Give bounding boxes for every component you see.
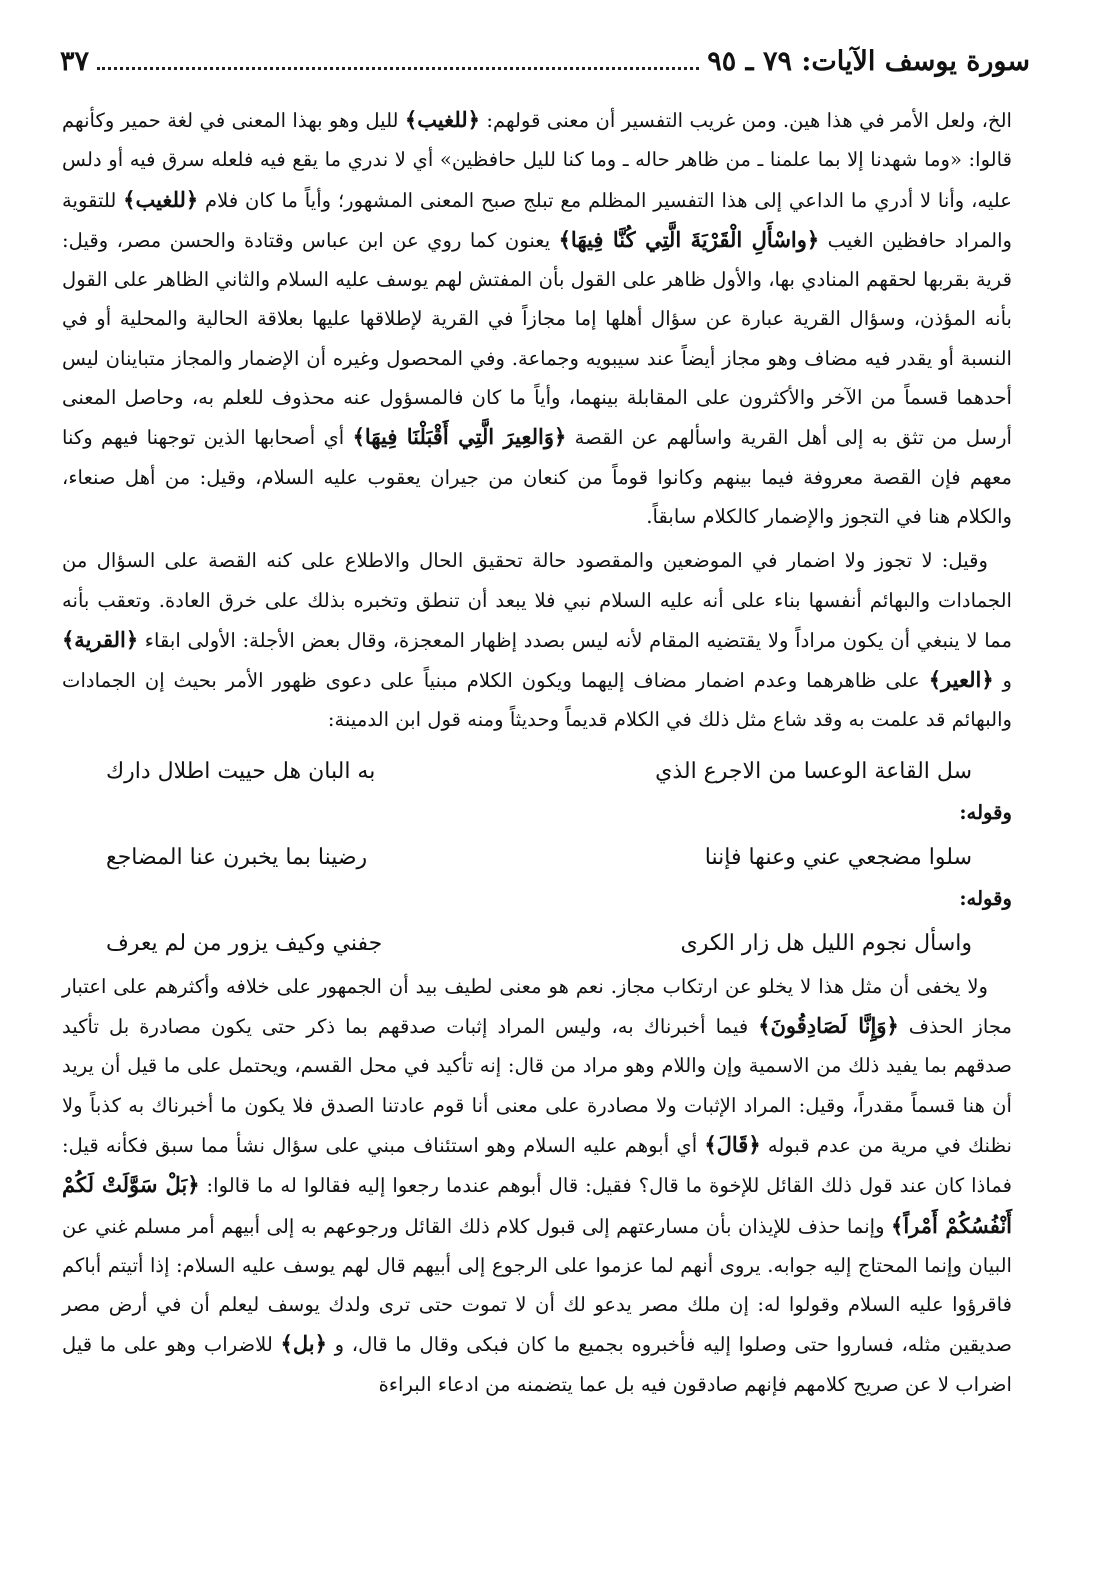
quran-quote: ﴿قَالَ﴾ [704,1131,761,1157]
verse-second-hemistich: جفني وكيف يزور من لم يعرف [106,930,383,956]
poetry-block [62,745,1012,967]
quran-quote: ﴿للغيب﴾ [123,186,199,212]
page-body [62,100,1012,1409]
paragraph-text: أي أصحابها الذين توجهنا فيهم وكنا معهم فإن القصة معروفة فيما بينهم وكانوا قوماً من كنعان من جيران يعقوب عليه السلام، وقيل: من أهل صنعاء، والكلام هنا في التجوز والإضمار كالكلام سابقاً. [62,426,1012,528]
page-number: ٣٧ [60,46,90,77]
quran-quote: ﴿العير﴾ [928,667,994,693]
verse-line [62,745,1012,795]
paragraph-1 [62,100,1012,536]
quran-quote: ﴿للغيب﴾ [404,107,480,132]
verse-intro: وقوله: [959,886,1012,910]
paragraph-text: ولا يخفى أن مثل هذا لا يخلو عن ارتكاب مجاز. نعم هو معنى لطيف بيد أن الجمهور على خلافه وأكثرهم على اعتبار مجاز الحذف [62,974,1012,1039]
paragraph-text: فيما أخبرناك به، وليس المراد إثبات صدقهم بما ذكر حتى يكون مصادرة بل تأكيد صدقهم بما يفيد ذلك من الاسمية وإن واللام وهو مراد من قال: إنه تأكيد في محل القسم، ويحتمل على ما قيل أن يريد أن هنا قسماً مقدراً، وقيل: المراد الإثبات ولا مصادرة على معنى أنا قوم عادتنا الصدق فلا يكون ما أخبرناك به كذباً ولا نظنك في مرية من عدم قبوله [62,1015,1012,1157]
dotted-leader [97,47,699,70]
quran-quote: ﴿وَالعِيرَ الَّتِي أَقْبَلْنَا فِيهَا﴾ [352,424,567,450]
paragraph-text: للتقوية والمراد حافظين الغيب [62,188,1012,252]
verse-first-hemistich: واسأل نجوم الليل هل زار الكرى [680,930,972,956]
quran-quote: ﴿واسْأَلِ الْقَرْيَةَ الَّتِي كُنَّا فِيهَا﴾ [558,226,820,252]
paragraph-text: لليل وهو بهذا المعنى في لغة حمير وكأنهم قالوا: «وما شهدنا إلا بما علمنا ـ من ظاهر حاله ـ وما كنا لليل حافظين» أي لا ندري ما يقع فيه فلعله سرق فيه أو دلس عليه، وأنا لا أدري ما الداعي إلى هذا التفسير المظلم مع تبلج صبح المعنى المشهور؛ وأياً ما كان فلام [62,109,1012,212]
verse-first-hemistich: سل القاعة الوعسا من الاجرع الذي [655,758,972,784]
verse-second-hemistich: به البان هل حييت اطلال دارك [106,758,376,784]
running-title: سورة يوسف الآيات: ٧٩ ـ ٩٥ [707,46,1030,77]
paragraph-text: على ظاهرهما وعدم اضمار مضاف إليهما ويكون الكلام مبنياً على دعوى ظهور الأمر بحيث إن الجمادات والبهائم قد علمت به وقد شاع مثل ذلك في الكلام قديماً وحديثاً ومنه قول ابن الدمينة: [62,669,1012,732]
quran-quote: ﴿القرية﴾ [62,626,139,652]
quran-quote: ﴿بل﴾ [280,1331,327,1357]
paragraph-2 [62,541,1012,739]
verse-intro: وقوله: [959,800,1012,824]
paragraph-text: للاضراب وهو على ما قيل اضراب لا عن صريح كلامهم فإنهم صادقون فيه بل عما يتضمنه من ادعاء البراءة [62,1333,1012,1396]
paragraph-text: وقيل: لا تجوز ولا اضمار في الموضعين والمقصود حالة تحقيق الحال والاطلاع على كنه القصة على السؤال من الجمادات والبهائم أنفسها بناء على أنه عليه السلام نبي فلا يبعد أن تنطق وتخبره بذلك على خرق العادة. وتعقب بأنه مما لا ينبغي أن يكون مراداً ولا يقتضيه المقام لأنه ليس بصدد إظهار المعجزة، وقال بعض الأجلة: الأولى ابقاء [62,549,1012,652]
verse-first-hemistich: سلوا مضجعي عني وعنها فإننا [704,844,972,870]
paragraph-text: يعنون كما روي عن ابن عباس وقتادة والحسن مصر، وقيل: قرية بقربها لحقهم المنادي بها، والأول ظاهر على القول بأن المفتش لهم يوسف عليه السلام والثاني الظاهر على القول بأنه المؤذن، وسؤال القرية عبارة عن سؤال أهلها إما مجازاً في القرية لإطلاقها عليها بعلاقة الحالية والمحلية أو في النسبة أو يقدر فيه مضاف وهو مجاز أيضاً عند سيبويه وجماعة. وفي المحصول وغيره أن الإضمار والمجاز متباينان ليس أحدهما قسماً من الآخر والأكثرون على المقابلة بينهما، وأياً ما كان فالمسؤول عنه محذوف للعلم به، وحاصل المعنى أرسل من تثق به إلى أهل القرية واسألهم عن القصة [62,228,1012,450]
paragraph-text: أي أبوهم عليه السلام وهو استئناف مبني على سؤال نشأ مما سبق فكأنه قيل: فماذا كان عند قول ذلك القائل للإخوة ما قال؟ فقيل: قال أبوهم عندما رجعوا إليه فقالوا له ما قالوا: [62,1133,1012,1198]
paragraph-text: و [993,669,1012,693]
quran-quote: ﴿وَإِنَّا لَصَادِقُونَ﴾ [758,1013,899,1039]
quran-quote: ﴿بَلْ سَوَّلَتْ لَكُمْ أَنْفُسُكُمْ أَمْراً﴾ [62,1172,1012,1238]
verse-line [62,917,1012,967]
paragraph-text: وإنما حذف للإيذان بأن مسارعتهم إلى قبول كلام ذلك القائل ورجوعهم به إلى أبيهم أمر مسلم غني عن البيان وإنما المحتاج إليه جوابه. يروى أنهم لما عزموا على الرجوع إلى أبيهم قال لهم يوسف عليه السلام: إذا أتيتم أباكم فاقرؤوا عليه السلام وقولوا له: إن ملك مصر يدعو لك أن لا تموت حتى ترى ولدك يوسف ليعلم أن في أرض مصر صديقين مثله، فساروا حتى وصلوا إليه فأخبروه بجميع ما كان فبكى وقال ما قال، و [62,1214,1012,1357]
paragraph-text: الخ، ولعل الأمر في هذا هين. ومن غريب التفسير أن معنى قولهم: [479,109,1012,132]
page-header [60,46,1030,86]
verse-line [62,831,1012,881]
verse-second-hemistich: رضينا بما يخبرن عنا المضاجع [106,844,368,870]
paragraph-3 [62,967,1012,1404]
